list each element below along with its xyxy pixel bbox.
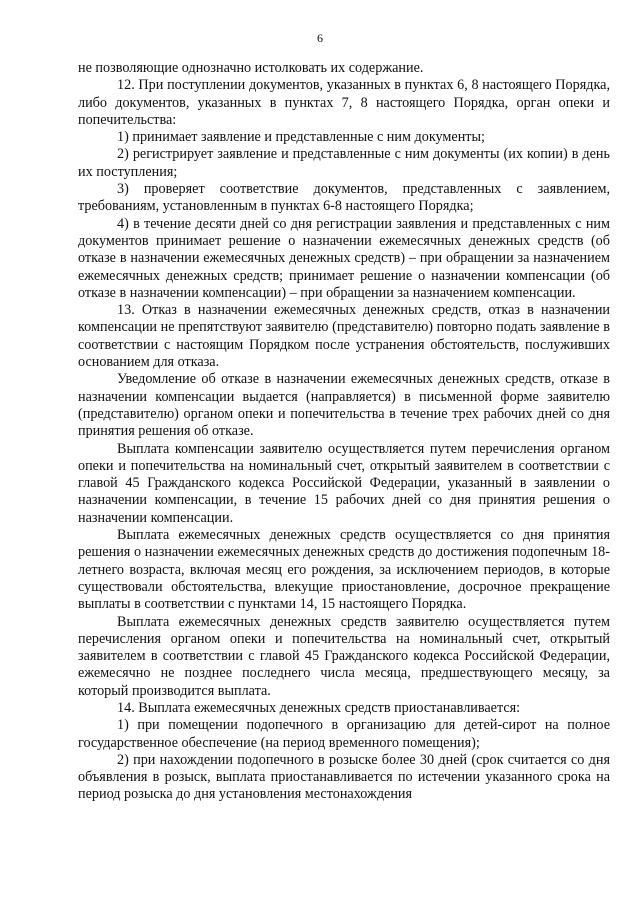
page-number: 6: [317, 31, 323, 45]
paragraph: не позволяющие однозначно истолковать их содержание.: [78, 60, 424, 76]
paragraph: 1) принимает заявление и представленные с ним документы;: [117, 129, 485, 146]
document-body: [78, 60, 610, 804]
paragraph: 12. При поступлении документов, указанных в пунктах 6, 8 настоящего Порядка, либо документов, указанных в пунктах 7, 8 настоящего Порядка, орган опеки и попечительства:: [78, 77, 610, 128]
paragraph: 2) регистрирует заявление и представленные с ним документы (их копии) в день их поступления;: [78, 146, 610, 180]
paragraph: 13. Отказ в назначении ежемесячных денежных средств, отказ в назначении компенсации не препятствуют заявителю (представителю) повторно подать заявление в соответствии с настоящим Порядком после устранения обстоятельств, послуживших основанием для отказа.: [78, 302, 610, 371]
paragraph: Выплата ежемесячных денежных средств осуществляется со дня принятия решения о назначении ежемесячных денежных средств до достижения подопечным 18-летнего возраста, включая месяц его рождения, за исключением периодов, в которые существовали обстоятельства, влекущие приостановление, досрочное прекращение выплаты в соответствии с пунктами 14, 15 настоящего Порядка.: [78, 527, 610, 613]
paragraph: Выплата ежемесячных денежных средств заявителю осуществляется путем перечисления органом опеки и попечительства на номинальный счет, открытый заявителем в соответствии с главой 45 Гражданского кодекса Российской Федерации, ежемесячно не позднее последнего числа месяца, предшествующего месяцу, за который производится выплата.: [78, 613, 610, 699]
paragraph: 4) в течение десяти дней со дня регистрации заявления и представленных с ним документов принимает решение о назначении ежемесячных денежных средств (об отказе в назначении ежемесячных денежных средств) – при обращении за назначением ежемесячных денежных средств; принимает решение о назначении компенсации (об отказе в назначении компенсации) – при обращении за назначением компенсации.: [78, 215, 610, 301]
paragraph: 2) при нахождении подопечного в розыске более 30 дней (срок считается со дня объявления в розыск, выплата приостанавливается по истечении указанного срока на период розыска до дня установления местонахождения: [78, 751, 610, 803]
paragraph: 14. Выплата ежемесячных денежных средств приостанавливается:: [117, 699, 521, 716]
paragraph: 3) проверяет соответствие документов, представленных с заявлением, требованиям, установленным в пунктах 6-8 настоящего Порядка;: [78, 181, 610, 215]
paragraph: Выплата компенсации заявителю осуществляется путем перечисления органом опеки и попечительства на номинальный счет, открытый заявителем в соответствии с главой 45 Гражданского кодекса Российской Федерации, указанный в заявлении о назначении компенсации, в течение 15 рабочих дней со дня принятия решения о назначении компенсации.: [78, 440, 610, 526]
paragraph: Уведомление об отказе в назначении ежемесячных денежных средств, отказе в назначении компенсации выдается (направляется) в письменной форме заявителю (представителю) органом опеки и попечительства в течение трех рабочих дней со дня принятия решения об отказе.: [78, 371, 610, 440]
paragraph: 1) при помещении подопечного в организацию для детей-сирот на полное государственное обеспечение (на период временного помещения);: [78, 717, 610, 751]
